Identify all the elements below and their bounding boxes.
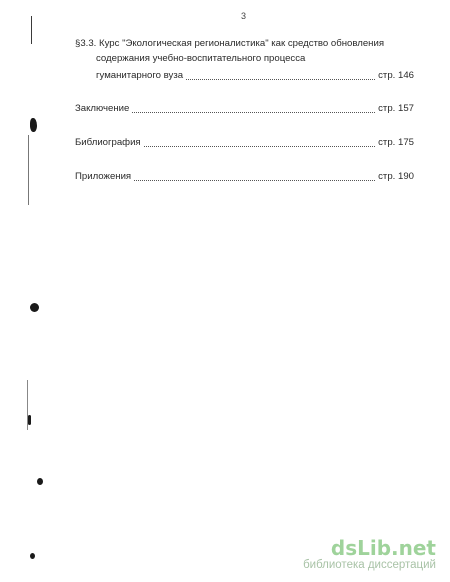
scan-blot	[30, 553, 35, 559]
toc-entry-conclusion	[75, 103, 414, 115]
dslib-logo: dsLib.net	[330, 536, 436, 560]
toc-section-3-3-line3	[96, 70, 414, 82]
toc-section-3-3-page: стр. 146	[378, 70, 414, 81]
toc-bibliography-title: Библиография	[75, 137, 141, 148]
toc-leader-dots	[132, 112, 375, 113]
scan-blot	[30, 303, 39, 312]
toc-entry-bibliography	[75, 137, 414, 149]
toc-conclusion-page: стр. 157	[378, 103, 414, 114]
toc-conclusion-title: Заключение	[75, 103, 130, 114]
toc-section-3-3-line2: содержания учебно-воспитательного процесса	[96, 53, 306, 64]
scan-blot	[28, 415, 31, 425]
page-number: 3	[241, 11, 247, 21]
scan-edge-mark	[31, 16, 32, 44]
scan-edge-mark	[28, 135, 29, 205]
toc-entry-appendices	[75, 171, 414, 183]
scan-blot	[30, 118, 37, 132]
scan-blot	[37, 478, 43, 485]
toc-appendices-title: Приложения	[75, 171, 132, 182]
dslib-watermark	[303, 538, 436, 572]
toc-section-3-3-line1: §3.3. Курс "Экологическая регионалистика" как средство обновления	[75, 38, 385, 49]
toc-leader-dots	[144, 146, 375, 147]
toc-leader-dots	[186, 79, 375, 80]
dslib-subtitle: библиотека диссертаций	[303, 559, 436, 571]
toc-leader-dots	[134, 180, 375, 181]
toc-appendices-page: стр. 190	[378, 171, 414, 182]
toc-bibliography-page: стр. 175	[378, 137, 414, 148]
toc-section-3-3-title-end: гуманитарного вуза	[96, 70, 184, 81]
